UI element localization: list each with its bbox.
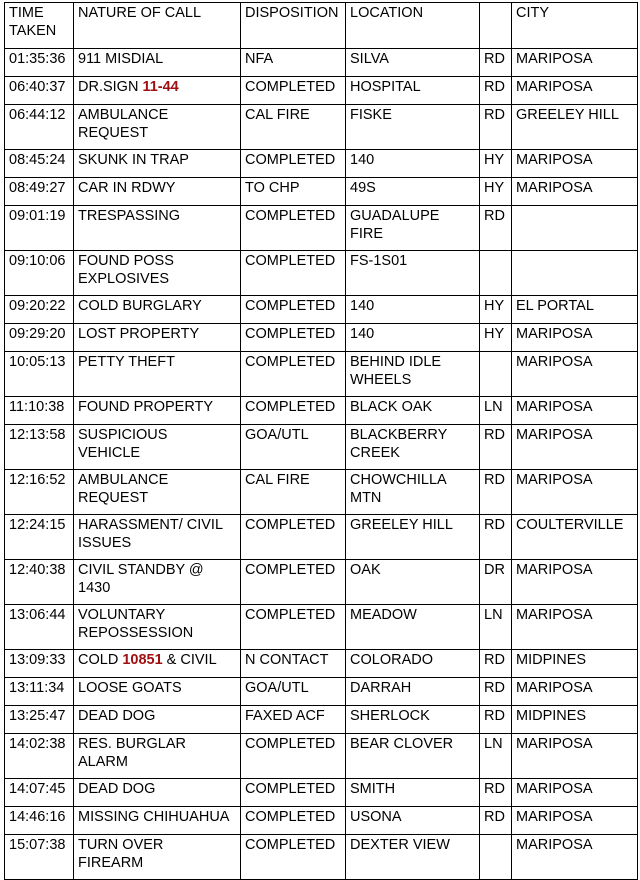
header-disposition: DISPOSITION <box>241 3 346 49</box>
cell-nature: SUSPICIOUS VEHICLE <box>74 425 241 470</box>
cell-city: MARIPOSA <box>512 77 638 105</box>
cell-time: 09:10:06 <box>5 251 74 296</box>
cell-location: BEAR CLOVER <box>346 734 480 779</box>
table-row <box>5 779 638 807</box>
code-highlight: 11-44 <box>142 79 179 95</box>
cell-nature: DEAD DOG <box>74 706 241 734</box>
table-row <box>5 515 638 560</box>
cell-location: BLACKBERRY CREEK <box>346 425 480 470</box>
table-row <box>5 706 638 734</box>
cell-location: FS-1S01 <box>346 251 480 296</box>
cell-nature: MISSING CHIHUAHUA <box>74 807 241 835</box>
cell-suffix: RD <box>480 650 512 678</box>
cell-disposition: COMPLETED <box>241 605 346 650</box>
cell-suffix: RD <box>480 807 512 835</box>
cell-disposition: COMPLETED <box>241 324 346 352</box>
cell-location: 140 <box>346 324 480 352</box>
table-row <box>5 678 638 706</box>
cell-suffix: LN <box>480 397 512 425</box>
cell-time: 12:16:52 <box>5 470 74 515</box>
cell-location: DEXTER VIEW <box>346 835 480 880</box>
nature-text-end: & CIVIL <box>162 652 217 668</box>
cell-city: MARIPOSA <box>512 605 638 650</box>
cell-location: SILVA <box>346 49 480 77</box>
cell-disposition: COMPLETED <box>241 397 346 425</box>
cell-city: MIDPINES <box>512 706 638 734</box>
cell-location: 140 <box>346 296 480 324</box>
cell-time: 09:01:19 <box>5 206 74 251</box>
cell-location: GUADALUPE FIRE <box>346 206 480 251</box>
cell-nature: FOUND PROPERTY <box>74 397 241 425</box>
cell-city: MARIPOSA <box>512 150 638 178</box>
cell-nature: RES. BURGLAR ALARM <box>74 734 241 779</box>
cell-disposition: N CONTACT <box>241 650 346 678</box>
cell-disposition: GOA/UTL <box>241 425 346 470</box>
cell-location: 140 <box>346 150 480 178</box>
cell-disposition: TO CHP <box>241 178 346 206</box>
cell-time: 12:13:58 <box>5 425 74 470</box>
cell-suffix: RD <box>480 470 512 515</box>
cell-nature <box>74 77 241 105</box>
cell-disposition: COMPLETED <box>241 150 346 178</box>
cell-time: 13:11:34 <box>5 678 74 706</box>
cell-disposition: COMPLETED <box>241 251 346 296</box>
cell-nature: VOLUNTARY REPOSSESSION <box>74 605 241 650</box>
cell-nature: LOOSE GOATS <box>74 678 241 706</box>
cell-suffix: LN <box>480 605 512 650</box>
cell-location: DARRAH <box>346 678 480 706</box>
cell-disposition: COMPLETED <box>241 515 346 560</box>
cell-city: MARIPOSA <box>512 807 638 835</box>
nature-text: DR.SIGN <box>78 79 143 95</box>
header-time-taken: TIME TAKEN <box>5 3 74 49</box>
code-highlight: 10851 <box>122 652 163 668</box>
nature-text: COLD <box>78 652 123 668</box>
header-street-suffix <box>480 3 512 49</box>
cell-disposition: COMPLETED <box>241 77 346 105</box>
cell-nature: COLD BURGLARY <box>74 296 241 324</box>
cell-location: SMITH <box>346 779 480 807</box>
cell-suffix <box>480 251 512 296</box>
cell-suffix: RD <box>480 515 512 560</box>
cell-city <box>512 206 638 251</box>
cell-disposition: CAL FIRE <box>241 470 346 515</box>
cell-location: SHERLOCK <box>346 706 480 734</box>
table-row <box>5 324 638 352</box>
cell-suffix: LN <box>480 734 512 779</box>
cell-city: MARIPOSA <box>512 178 638 206</box>
cell-location: COLORADO <box>346 650 480 678</box>
table-row <box>5 835 638 880</box>
cell-suffix: RD <box>480 678 512 706</box>
cell-disposition: COMPLETED <box>241 807 346 835</box>
cell-city: MIDPINES <box>512 650 638 678</box>
cell-time: 12:24:15 <box>5 515 74 560</box>
cell-time: 10:05:13 <box>5 352 74 397</box>
cell-city: MARIPOSA <box>512 678 638 706</box>
cell-disposition: COMPLETED <box>241 206 346 251</box>
header-city: CITY <box>512 3 638 49</box>
cell-location: FISKE <box>346 105 480 150</box>
cell-nature: DEAD DOG <box>74 779 241 807</box>
cell-time: 13:25:47 <box>5 706 74 734</box>
table-row <box>5 470 638 515</box>
cell-city: EL PORTAL <box>512 296 638 324</box>
cell-disposition: COMPLETED <box>241 352 346 397</box>
cell-suffix: HY <box>480 150 512 178</box>
cell-nature: CAR IN RDWY <box>74 178 241 206</box>
cell-time: 14:46:16 <box>5 807 74 835</box>
table-row <box>5 605 638 650</box>
cell-suffix: HY <box>480 178 512 206</box>
cell-location: CHOWCHILLA MTN <box>346 470 480 515</box>
cell-time: 15:07:38 <box>5 835 74 880</box>
cell-time: 08:49:27 <box>5 178 74 206</box>
header-row <box>5 3 638 49</box>
cell-city: MARIPOSA <box>512 49 638 77</box>
cell-city: MARIPOSA <box>512 779 638 807</box>
cell-time: 14:02:38 <box>5 734 74 779</box>
cell-nature: HARASSMENT/ CIVIL ISSUES <box>74 515 241 560</box>
cell-location: BEHIND IDLE WHEELS <box>346 352 480 397</box>
table-row <box>5 352 638 397</box>
cell-suffix: HY <box>480 324 512 352</box>
cell-disposition: COMPLETED <box>241 734 346 779</box>
table-row <box>5 206 638 251</box>
cell-disposition: COMPLETED <box>241 560 346 605</box>
cell-nature: SKUNK IN TRAP <box>74 150 241 178</box>
cell-location: HOSPITAL <box>346 77 480 105</box>
cell-city: MARIPOSA <box>512 397 638 425</box>
cell-time: 01:35:36 <box>5 49 74 77</box>
cell-city: MARIPOSA <box>512 734 638 779</box>
header-nature-of-call: NATURE OF CALL <box>74 3 241 49</box>
cell-disposition: CAL FIRE <box>241 105 346 150</box>
cell-suffix: RD <box>480 49 512 77</box>
cell-location: BLACK OAK <box>346 397 480 425</box>
cell-time: 06:44:12 <box>5 105 74 150</box>
cell-time: 09:20:22 <box>5 296 74 324</box>
cell-nature: FOUND POSS EXPLOSIVES <box>74 251 241 296</box>
cell-location: USONA <box>346 807 480 835</box>
cell-city: MARIPOSA <box>512 324 638 352</box>
cell-suffix <box>480 352 512 397</box>
cell-suffix: RD <box>480 206 512 251</box>
table-row <box>5 734 638 779</box>
cell-suffix <box>480 835 512 880</box>
cell-nature: CIVIL STANDBY @ 1430 <box>74 560 241 605</box>
cell-suffix: DR <box>480 560 512 605</box>
call-log-table <box>4 2 638 880</box>
cell-time: 06:40:37 <box>5 77 74 105</box>
cell-location: MEADOW <box>346 605 480 650</box>
cell-disposition: FAXED ACF <box>241 706 346 734</box>
table-row <box>5 650 638 678</box>
cell-disposition: GOA/UTL <box>241 678 346 706</box>
cell-city: MARIPOSA <box>512 425 638 470</box>
table-row <box>5 425 638 470</box>
cell-time: 13:06:44 <box>5 605 74 650</box>
cell-suffix: RD <box>480 425 512 470</box>
cell-time: 08:45:24 <box>5 150 74 178</box>
cell-nature: LOST PROPERTY <box>74 324 241 352</box>
cell-nature: PETTY THEFT <box>74 352 241 397</box>
table-row <box>5 178 638 206</box>
cell-nature: TRESPASSING <box>74 206 241 251</box>
cell-time: 09:29:20 <box>5 324 74 352</box>
header-location: LOCATION <box>346 3 480 49</box>
cell-nature: AMBULANCE REQUEST <box>74 470 241 515</box>
table-row <box>5 150 638 178</box>
table-row <box>5 251 638 296</box>
table-row <box>5 560 638 605</box>
cell-nature <box>74 650 241 678</box>
cell-nature: 911 MISDIAL <box>74 49 241 77</box>
cell-nature: AMBULANCE REQUEST <box>74 105 241 150</box>
cell-disposition: COMPLETED <box>241 779 346 807</box>
table-row <box>5 77 638 105</box>
cell-location: OAK <box>346 560 480 605</box>
cell-city: MARIPOSA <box>512 470 638 515</box>
cell-city: MARIPOSA <box>512 560 638 605</box>
cell-disposition: NFA <box>241 49 346 77</box>
cell-nature: TURN OVER FIREARM <box>74 835 241 880</box>
cell-disposition: COMPLETED <box>241 835 346 880</box>
cell-location: 49S <box>346 178 480 206</box>
table-row <box>5 296 638 324</box>
cell-time: 12:40:38 <box>5 560 74 605</box>
cell-time: 13:09:33 <box>5 650 74 678</box>
table-row <box>5 397 638 425</box>
cell-city: MARIPOSA <box>512 352 638 397</box>
cell-city: COULTERVILLE <box>512 515 638 560</box>
cell-suffix: RD <box>480 77 512 105</box>
cell-disposition: COMPLETED <box>241 296 346 324</box>
cell-city: MARIPOSA <box>512 835 638 880</box>
cell-city <box>512 251 638 296</box>
cell-time: 14:07:45 <box>5 779 74 807</box>
cell-city: GREELEY HILL <box>512 105 638 150</box>
cell-suffix: RD <box>480 779 512 807</box>
cell-time: 11:10:38 <box>5 397 74 425</box>
cell-location: GREELEY HILL <box>346 515 480 560</box>
cell-suffix: RD <box>480 105 512 150</box>
cell-suffix: RD <box>480 706 512 734</box>
table-row <box>5 49 638 77</box>
table-row <box>5 105 638 150</box>
cell-suffix: HY <box>480 296 512 324</box>
table-row <box>5 807 638 835</box>
